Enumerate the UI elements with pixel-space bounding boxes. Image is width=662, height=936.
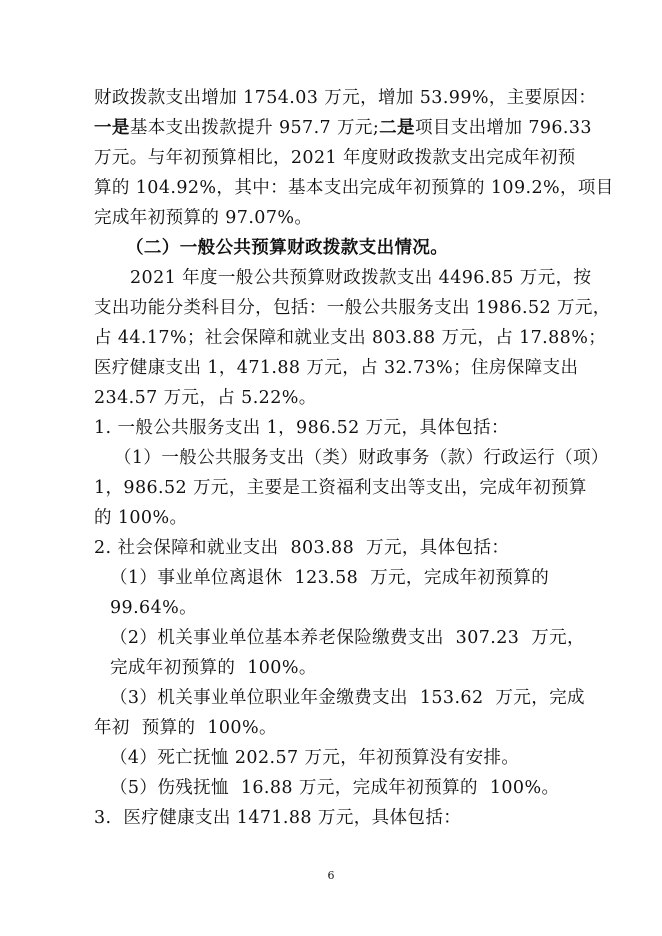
item2-title: 2. 社会保障和就业支出 803.88 万元，具体包括： (94, 538, 510, 558)
bold-marker-second: 二是 (379, 118, 415, 138)
item1-sub1-line-2: 1，986.52 万元，主要是工资福利支出等支出，完成年初预算 (94, 478, 587, 498)
item3-title: 3. 医疗健康支出 1471.88 万元，具体包括： (94, 808, 462, 828)
bold-marker-first: 一是 (94, 118, 130, 138)
item2-sub3-line-2: 年初 预算的 100%。 (94, 718, 277, 738)
item2-sub5: （5）伤残抚恤 16.88 万元，完成年初预算的 100%。 (110, 778, 560, 798)
item2-sub1-line-2: 99.64%。 (110, 598, 198, 618)
item2-sub2-line-2: 完成年初预算的 100%。 (110, 658, 317, 678)
para2-line-2: 支出功能分类科目分，包括：一般公共服务支出 1986.52 万元， (94, 298, 611, 318)
para1-line-5: 完成年初预算的 97.07%。 (94, 208, 313, 228)
item2-sub1-line-1: （1）事业单位离退休 123.58 万元，完成年初预算的 (110, 568, 550, 588)
item2-sub4: （4）死亡抚恤 202.57 万元，年初预算没有安排。 (110, 748, 520, 768)
para2-line-5: 234.57 万元，占 5.22%。 (94, 388, 317, 408)
para2-line-3: 占 44.17%；社会保障和就业支出 803.88 万元，占 17.88%； (94, 328, 607, 348)
para2-line-1: 2021 年度一般公共预算财政拨款支出 4496.85 万元，按 (130, 268, 592, 288)
para1-line-3: 万元。与年初预算相比，2021 年度财政拨款支出完成年初预 (94, 148, 576, 168)
para1-line-2-part-b: 项目支出增加 796.33 (414, 118, 592, 138)
para2-line-4: 医疗健康支出 1，471.88 万元，占 32.73%；住房保障支出 (94, 358, 579, 378)
para1-line-1: 财政拨款支出增加 1754.03 万元，增加 53.99%，主要原因： (94, 88, 597, 108)
item1-sub1-line-1: （1）一般公共服务支出（类）财政事务（款）行政运行（项） (114, 448, 609, 468)
item2-sub2-line-1: （2）机关事业单位基本养老保险缴费支出 307.23 万元， (110, 628, 585, 648)
para1-line-2 (94, 116, 592, 140)
para1-line-4: 算的 104.92%，其中：基本支出完成年初预算的 109.2%，项目 (94, 178, 614, 198)
item1-sub1-line-3: 的 100%。 (94, 508, 188, 528)
page-number: 6 (327, 869, 335, 882)
item2-sub3-line-1: （3）机关事业单位职业年金缴费支出 153.62 万元，完成 (110, 688, 585, 708)
section-heading: （二）一般公共预算财政拨款支出情况。 (126, 238, 449, 258)
item1-title: 1. 一般公共服务支出 1，986.52 万元，具体包括： (94, 418, 509, 438)
para1-line-2-part-a: 基本支出拨款提升 957.7 万元; (129, 118, 380, 138)
